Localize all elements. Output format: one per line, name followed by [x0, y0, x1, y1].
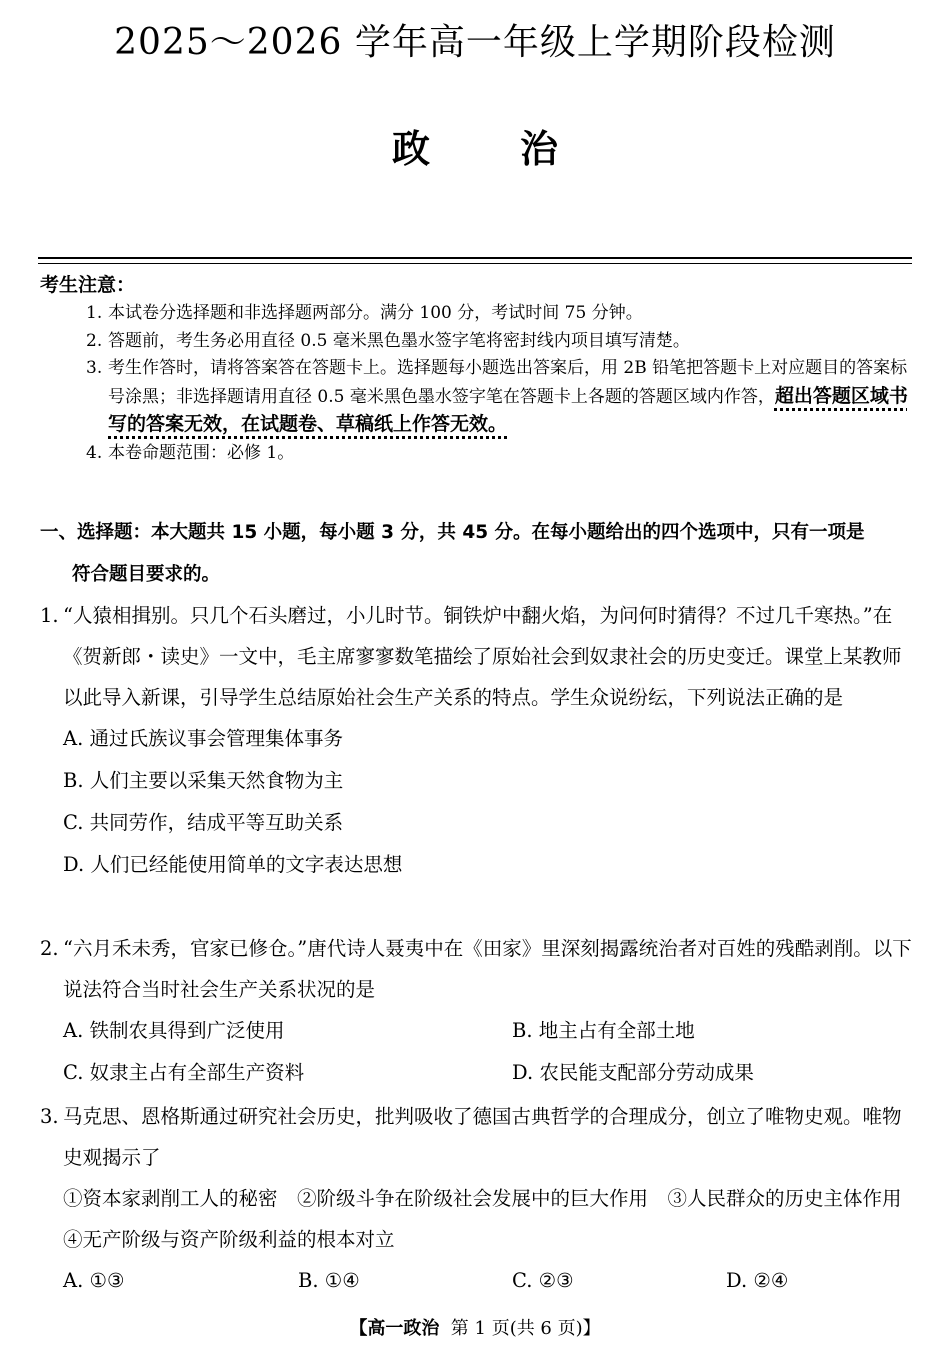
notice-heading: 考生注意：: [40, 274, 136, 296]
question-1: [40, 595, 916, 886]
question-3: [40, 1096, 922, 1302]
question-statements: ①资本家剥削工人的秘密 ②阶级斗争在阶级社会发展中的巨大作用 ③人民群众的历史主体作用 ④无产阶级与资产阶级利益的根本对立: [63, 1187, 922, 1251]
section-heading: 一、选择题：本大题共 15 小题，每小题 3 分，共 45 分。在每小题给出的四个选项中，只有一项是 符合题目要求的。: [40, 522, 865, 585]
option-d: D. 人们已经能使用简单的文字表达思想: [63, 853, 403, 876]
notice-item: 1. 本试卷分选择题和非选择题两部分。满分 100 分，考试时间 75 分钟。: [86, 303, 643, 323]
option-b: B. ①④: [298, 1269, 360, 1292]
option-d: D. ②④: [726, 1269, 789, 1292]
question-2: [40, 928, 916, 1094]
page-footer: [0, 1314, 950, 1340]
option-b: B. 地主占有全部土地: [512, 1019, 695, 1042]
header-rule-thick: [38, 257, 912, 259]
header-rule-thin: [38, 263, 912, 264]
notice-item: 2. 答题前，考生务必用直径 0.5 毫米黑色墨水签字笔将密封线内项目填写清楚。: [86, 330, 690, 351]
page-number: 第 1 页(共 6 页)】: [450, 1318, 601, 1339]
option-d: D. 农民能支配部分劳动成果: [512, 1061, 754, 1084]
exam-notice: [40, 270, 915, 467]
option-c: C. 共同劳作，结成平等互助关系: [63, 811, 344, 834]
question-stem: 3. 马克思、恩格斯通过研究社会历史，批判吸收了德国古典哲学的合理成分，创立了唯物史观。唯物史观揭示了: [40, 1105, 902, 1169]
option-b: B. 人们主要以采集天然食物为主: [63, 769, 344, 792]
question-stem: 1. “人猿相揖别。只几个石头磨过，小儿时节。铜铁炉中翻火焰，为问何时猜得？不过几千寒热。”在《贺新郎・读史》一文中，毛主席寥寥数笔描绘了原始社会到奴隶社会的历史变迁。课堂上某教师以此导入新课，引导学生总结原始社会生产关系的特点。学生众说纷纭，下列说法正确的是: [40, 604, 902, 709]
option-c: C. ②③: [512, 1269, 574, 1292]
footer-label: 【高一政治: [349, 1318, 440, 1339]
subject-char-2: 治: [520, 127, 559, 171]
notice-item: 4. 本卷命题范围：必修 1。: [86, 442, 295, 463]
subject-char-1: 政: [391, 127, 430, 171]
exam-title: 2025～2026 学年高一年级上学期阶段检测: [114, 22, 836, 63]
option-c: C. 奴隶主占有全部生产资料: [63, 1061, 305, 1084]
option-a: A. 铁制农具得到广泛使用: [63, 1019, 285, 1042]
notice-emphasis: 超出答题区域书写的答案无效，在试题卷、草稿纸上作答无效。: [108, 384, 908, 435]
option-a: A. ①③: [63, 1269, 125, 1292]
question-stem: 2. “六月禾未秀，官家已修仓。”唐代诗人聂夷中在《田家》里深刻揭露统治者对百姓的残酷剥削。以下说法符合当时社会生产关系状况的是: [40, 937, 912, 1001]
notice-item: 3. 考生作答时，请将答案答在答题卡上。选择题每小题选出答案后，用 2B 铅笔把答题卡上对应题目的答案标号涂黑；非选择题请用直径 0.5 毫米黑色墨水签字笔在答题卡上各题的答题区域内作答，超出答题区域书写的答案无效，在试题卷、草稿纸上作答无效。: [86, 358, 908, 435]
subject-title: [0, 118, 950, 173]
option-a: A. 通过氏族议事会管理集体事务: [63, 727, 343, 750]
